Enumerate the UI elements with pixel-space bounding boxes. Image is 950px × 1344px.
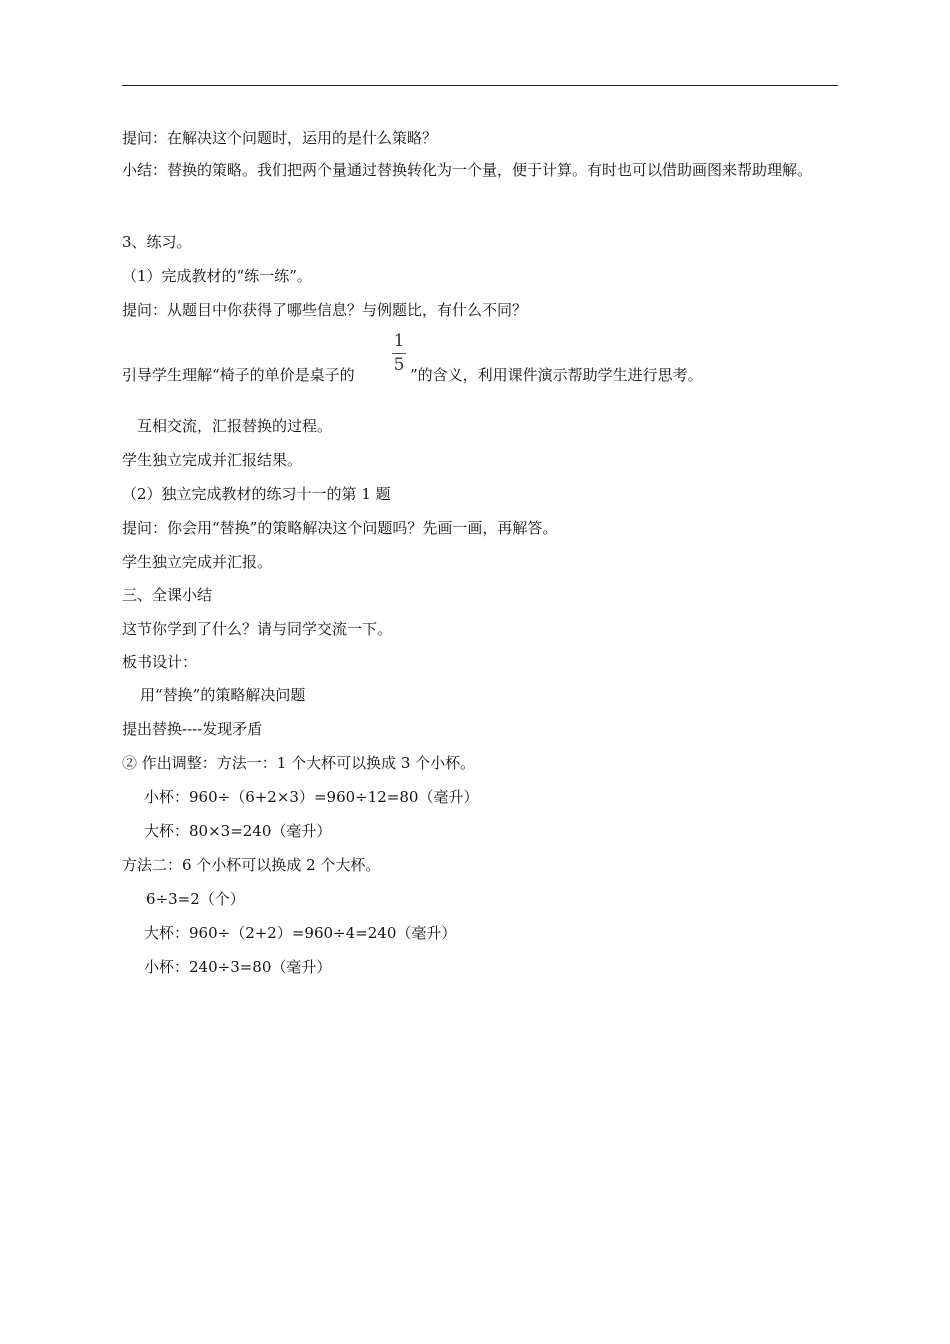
exchange-text: 互相交流，汇报替换的过程。 bbox=[137, 417, 333, 435]
section-practice-heading: 3、练习。 bbox=[122, 233, 192, 251]
method-2-large-cup: 大杯：960÷（2+2）=960÷4=240（毫升） bbox=[144, 924, 457, 942]
method-1-large-cup: 大杯：80×3=240（毫升） bbox=[144, 822, 332, 840]
blackboard-method-2: 方法二：6 个小杯可以换成 2 个大杯。 bbox=[122, 856, 381, 874]
blackboard-method-1: ② 作出调整：方法一：1 个大杯可以换成 3 个小杯。 bbox=[122, 754, 476, 772]
student-report-results: 学生独立完成并汇报结果。 bbox=[122, 451, 303, 469]
method-2-small-cup: 小杯：240÷3=80（毫升） bbox=[144, 958, 332, 976]
fraction-denominator: 5 bbox=[393, 355, 405, 375]
method-1-small-cup: 小杯：960÷（6+2×3）=960÷12=80（毫升） bbox=[144, 788, 479, 806]
method-2-cups-count: 6÷3=2（个） bbox=[146, 890, 245, 908]
blackboard-design-heading: 板书设计： bbox=[122, 653, 198, 671]
guide-text-after-fraction: ”的含义，利用课件演示帮助学生进行思考。 bbox=[410, 366, 703, 384]
summary-paragraph: 小结：替换的策略。我们把两个量通过替换转化为一个量，便于计算。有时也可以借助画图来帮助理解。 bbox=[122, 161, 813, 179]
question-information: 提问：从题目中你获得了哪些信息？与例题比，有什么不同？ bbox=[122, 301, 528, 319]
fraction-numerator: 1 bbox=[393, 331, 405, 351]
practice-item-2: （2）独立完成教材的练习十一的第 1 题 bbox=[122, 485, 391, 503]
class-summary-text: 这节你学到了什么？请与同学交流一下。 bbox=[122, 620, 393, 638]
question-replace-strategy: 提问：你会用“替换”的策略解决这个问题吗？先画一画，再解答。 bbox=[122, 519, 558, 537]
section-class-summary: 三、全课小结 bbox=[122, 586, 213, 604]
blackboard-step-1: 提出替换----发现矛盾 bbox=[122, 720, 263, 738]
guide-text-before-fraction: 引导学生理解“椅子的单价是桌子的 bbox=[122, 366, 355, 384]
blackboard-title: 用“替换”的策略解决问题 bbox=[140, 686, 306, 704]
student-report: 学生独立完成并汇报。 bbox=[122, 553, 273, 571]
practice-item-1: （1）完成教材的“练一练”。 bbox=[122, 267, 312, 285]
question-strategy: 提问：在解决这个问题时，运用的是什么策略？ bbox=[122, 129, 438, 147]
fraction-one-fifth bbox=[391, 330, 407, 376]
header-rule bbox=[122, 85, 838, 86]
